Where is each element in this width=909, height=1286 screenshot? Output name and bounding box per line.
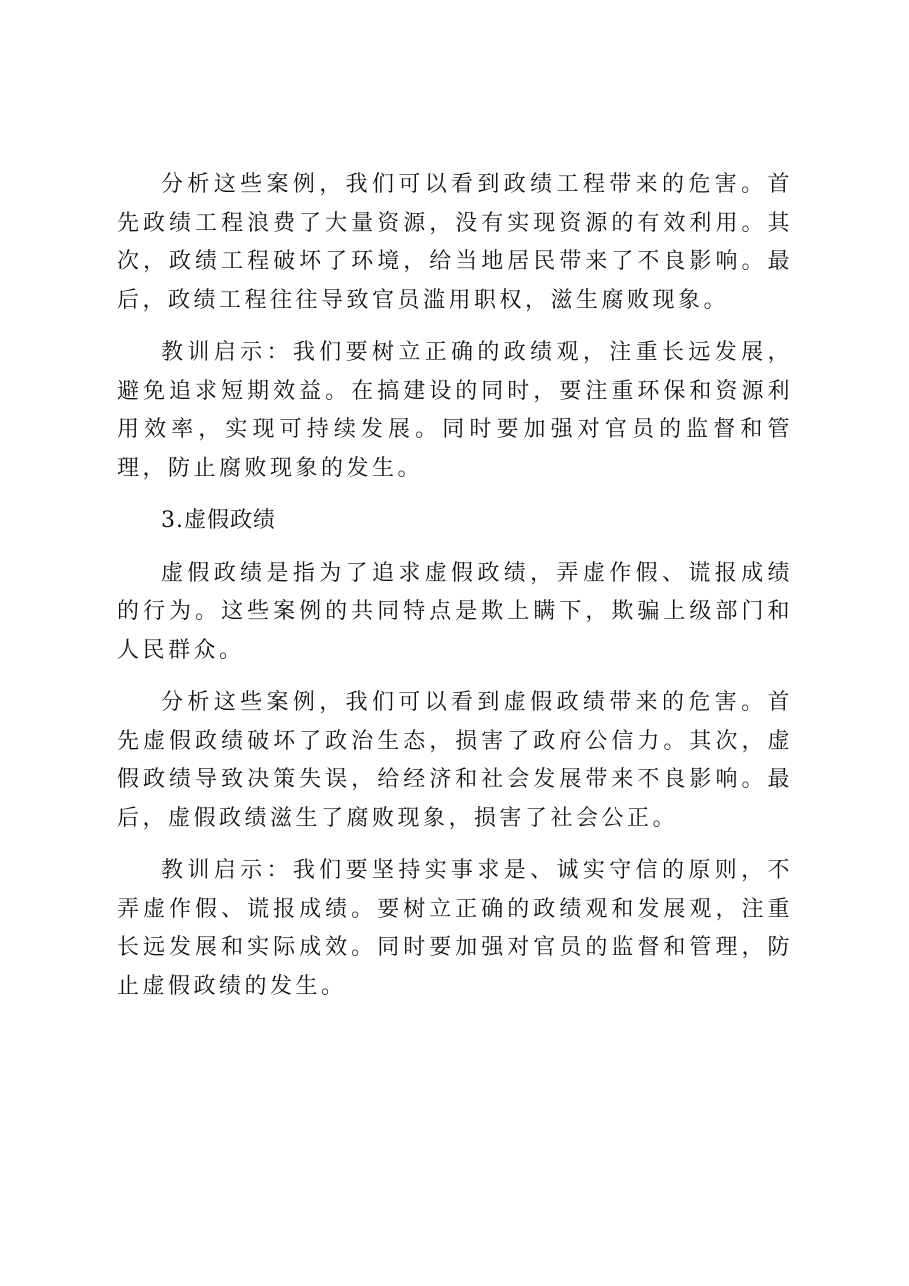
section-heading-false-achievements: 3.虚假政绩 [161, 508, 276, 533]
paragraph-lessons-false-achievements: 教训启示：我们要坚持实事求是、诚实守信的原则，不弄虚作假、谎报成绩。要树立正确的政绩观和发展观，注重长远发展和实际成效。同时要加强对官员的监督和管理，防止虚假政绩的发生。 [117, 858, 793, 999]
paragraph-lessons-vanity-projects: 教训启示：我们要树立正确的政绩观，注重长远发展，避免追求短期效益。在搞建设的同时，要注重环保和资源利用效率，实现可持续发展。同时要加强对官员的监督和管理，防止腐败现象的发生。 [117, 340, 793, 481]
document-body [117, 166, 793, 1020]
paragraph-definition-false-achievements: 虚假政绩是指为了追求虚假政绩，弄虚作假、谎报成绩的行为。这些案例的共同特点是欺上瞒下，欺骗上级部门和人民群众。 [117, 560, 793, 663]
paragraph-analysis-vanity-projects: 分析这些案例，我们可以看到政绩工程带来的危害。首先政绩工程浪费了大量资源，没有实现资源的有效利用。其次，政绩工程破坏了环境，给当地居民带来了不良影响。最后，政绩工程往往导致官员滥用职权，滋生腐败现象。 [117, 172, 793, 313]
paragraph-analysis-false-achievements: 分析这些案例，我们可以看到虚假政绩带来的危害。首先虚假政绩破坏了政治生态，损害了政府公信力。其次，虚假政绩导致决策失误，给经济和社会发展带来不良影响。最后，虚假政绩滋生了腐败现象，损害了社会公正。 [117, 690, 793, 831]
